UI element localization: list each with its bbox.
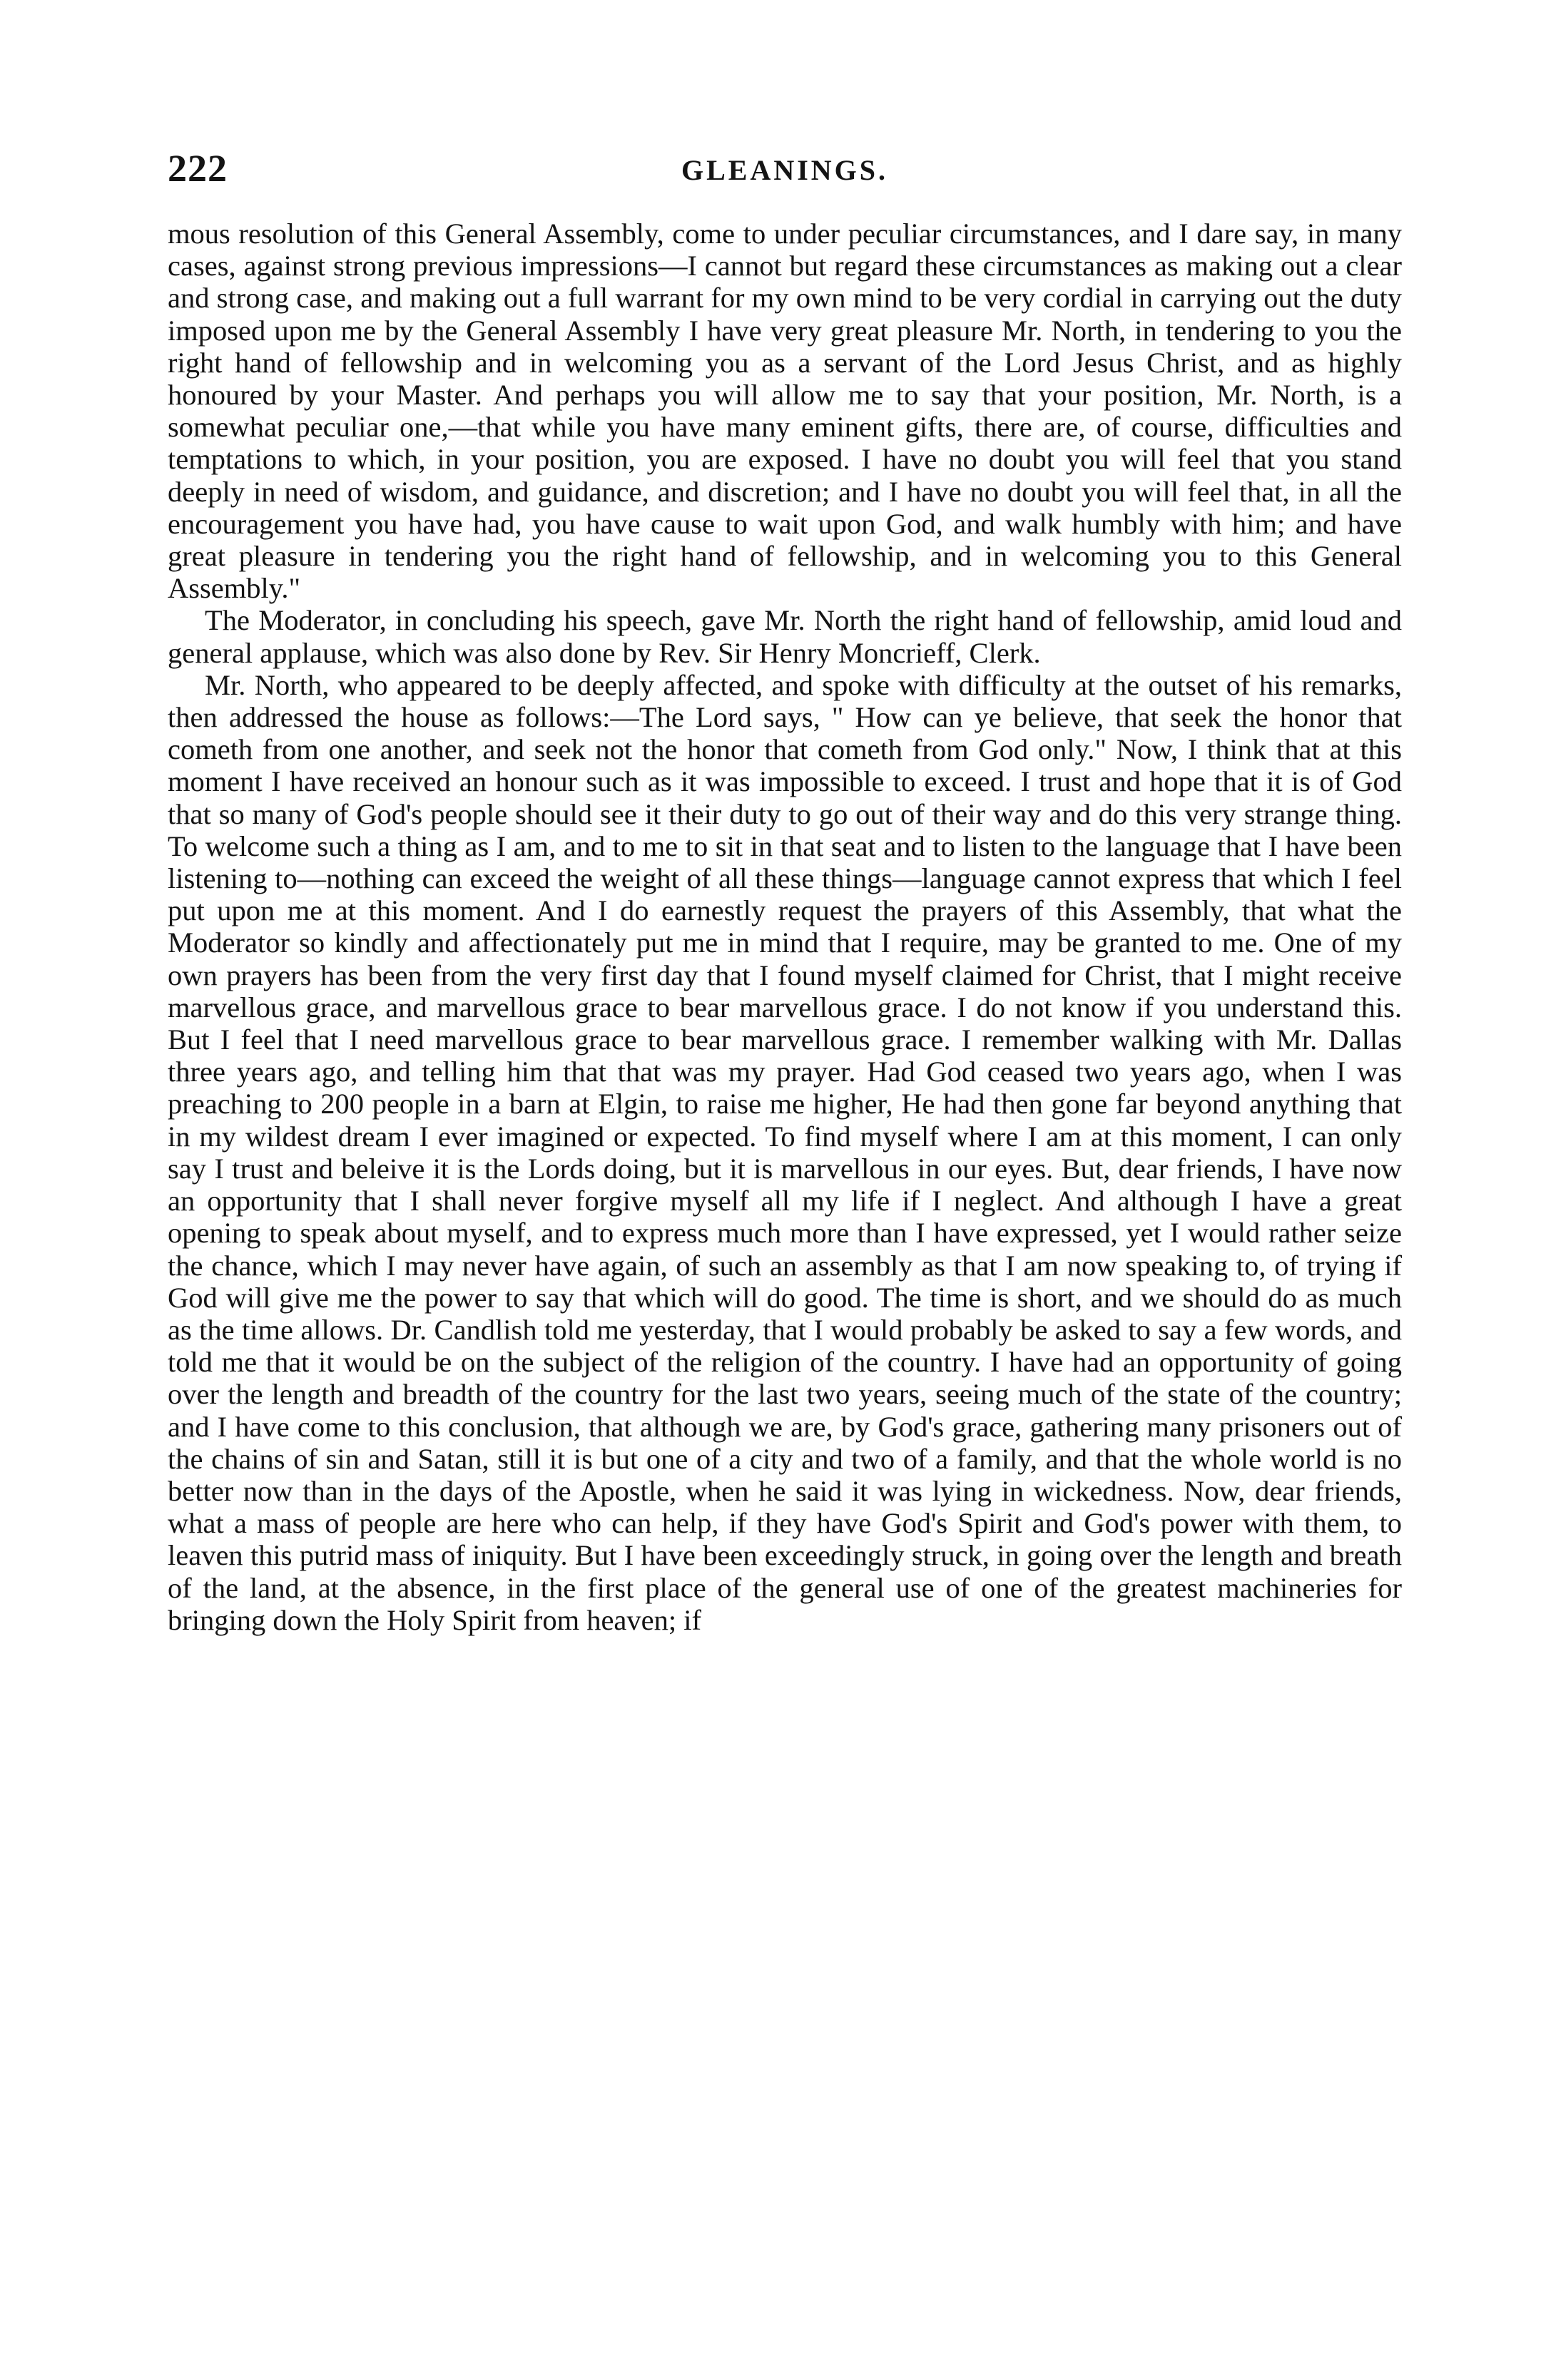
running-head <box>168 146 1402 203</box>
paragraph-right-hand-of-fellowship: The Moderator, in concluding his speech, gave Mr. North the right hand of fellowship, amid loud and general applause, which was also done by Rev. Sir Henry Moncrieff, Clerk. <box>168 604 1402 669</box>
body-text <box>168 218 1402 1636</box>
page-number: 222 <box>168 147 228 190</box>
paragraph-moderator-address-end: mous resolution of this General Assembly, come to under peculiar circumstances, and I dare say, in many cases, against strong previous impressions—I cannot but regard these circumstances as making out a clear and strong case, and making out a full warrant for my own mind to be very cordial in carrying out the duty imposed upon me by the General Assembly I have very great pleasure Mr. North, in tendering to you the right hand of fellowship and in welcoming you as a servant of the Lord Jesus Christ, and as highly honoured by your Master. And perhaps you will allow me to say that your position, Mr. North, is a somewhat peculiar one,—that while you have many eminent gifts, there are, of course, difficulties and temptations to which, in your position, you are exposed. I have no doubt you will feel that you stand deeply in need of wisdom, and guidance, and discretion; and I have no doubt you will feel that, in all the encouragement you have had, you have cause to wait upon God, and walk humbly with him; and have great pleasure in tendering you the right hand of fellowship, and in welcoming you to this General Assembly." <box>168 218 1402 605</box>
running-title: GLEANINGS. <box>681 154 889 186</box>
paragraph-mr-north-speech: Mr. North, who appeared to be deeply affected, and spoke with difficulty at the outset of his remarks, then addressed the house as follows:—The Lord says, " How can ye believe, that seek the honor that cometh from one another, and seek not the honor that cometh from God only." Now, I think that at this moment I have received an honour such as it was impossible to exceed. I trust and hope that it is of God that so many of God's people should see it their duty to go out of their way and do this very strange thing. To welcome such a thing as I am, and to me to sit in that seat and to listen to the language that I have been listening to—nothing can exceed the weight of all these things—language cannot express that which I feel put upon me at this moment. And I do earnestly request the prayers of this Assembly, that what the Moderator so kindly and affectionately put me in mind that I require, may be granted to me. One of my own prayers has been from the very first day that I found myself claimed for Christ, that I might receive marvellous grace, and marvellous grace to bear marvellous grace. I do not know if you understand this. But I feel that I need marvellous grace to bear marvellous grace. I remember walking with Mr. Dallas three years ago, and telling him that that was my prayer. Had God ceased two years ago, when I was preaching to 200 people in a barn at Elgin, to raise me higher, He had then gone far beyond anything that in my wildest dream I ever imagined or expected. To find myself where I am at this moment, I can only say I trust and beleive it is the Lords doing, but it is marvellous in our eyes. But, dear friends, I have now an opportunity that I shall never forgive myself all my life if I neglect. And although I have a great opening to speak about myself, and to express much more than I have expressed, yet I would rather seize the chance, which I may never have again, of such an assembly as that I am now speaking to, of trying if God will give me the power to say that which will do good. The time is short, and we should do as much as the time allows. Dr. Candlish told me yesterday, that I would probably be asked to say a few words, and told me that it would be on the subject of the religion of the country. I have had an opportunity of going over the length and breadth of the country for the last two years, seeing much of the state of the country; and I have come to this conclusion, that although we are, by God's grace, gathering many prisoners out of the chains of sin and Satan, still it is but one of a city and two of a family, and that the whole world is no better now than in the days of the Apostle, when he said it was lying in wickedness. Now, dear friends, what a mass of people are here who can help, if they have God's Spirit and God's power with them, to leaven this putrid mass of iniquity. But I have been exceedingly struck, in going over the length and breath of the land, at the absence, in the first place of the general use of one of the greatest machineries for bringing down the Holy Spirit from heaven; if <box>168 668 1402 1636</box>
